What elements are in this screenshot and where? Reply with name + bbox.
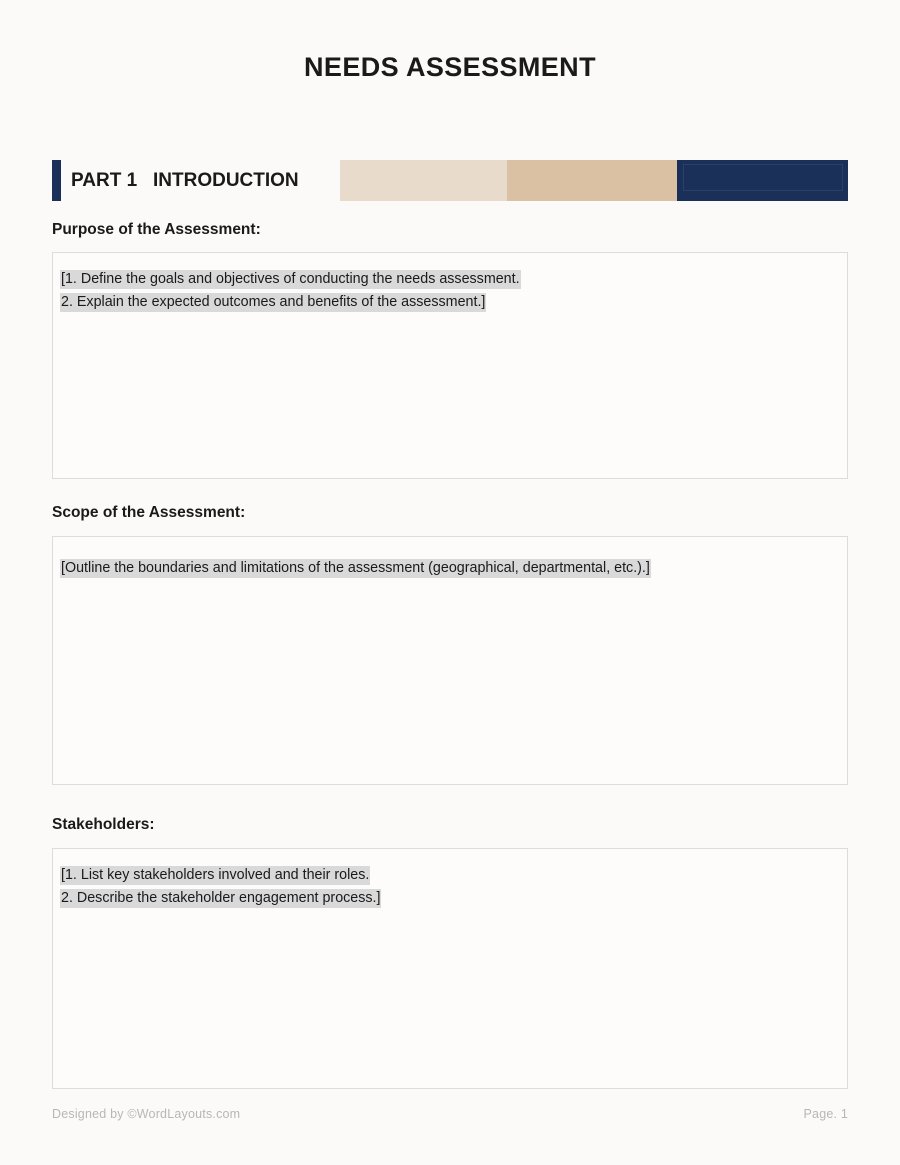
field-placeholder-text-stakeholders <box>53 849 847 910</box>
decorative-band-navy <box>677 160 848 201</box>
section-heading-purpose: Purpose of the Assessment: <box>52 221 261 238</box>
section-heading-stakeholders: Stakeholders: <box>52 816 155 833</box>
field-box-stakeholders[interactable] <box>52 848 848 1089</box>
placeholder-line-text: 2. Explain the expected outcomes and benefits of the assessment.] <box>61 294 486 310</box>
placeholder-line <box>60 887 847 910</box>
placeholder-line-text: 2. Describe the stakeholder engagement process.] <box>61 890 381 906</box>
placeholder-line <box>60 291 847 314</box>
placeholder-line-text: [1. Define the goals and objectives of conducting the needs assessment. <box>61 271 520 287</box>
footer-credit: Designed by ©WordLayouts.com <box>52 1107 241 1121</box>
placeholder-line <box>60 268 847 291</box>
decorative-band-tan <box>507 160 677 201</box>
placeholder-line <box>60 557 847 580</box>
decorative-band-light-beige <box>340 160 507 201</box>
band-inner-outline <box>683 164 843 191</box>
part-header-banner <box>52 160 848 201</box>
field-placeholder-text-scope <box>53 537 847 580</box>
placeholder-line <box>60 864 847 887</box>
field-box-scope[interactable] <box>52 536 848 785</box>
field-placeholder-text-purpose <box>53 253 847 314</box>
placeholder-line-text: [1. List key stakeholders involved and their roles. <box>61 867 370 883</box>
page-footer <box>52 1107 848 1127</box>
footer-page-number: Page. 1 <box>803 1107 848 1121</box>
part-accent-bar <box>52 160 61 201</box>
placeholder-line-text: [Outline the boundaries and limitations of the assessment (geographical, departmental, etc.).] <box>61 560 650 576</box>
part-header-label: PART 1 INTRODUCTION <box>71 170 299 191</box>
page-title: NEEDS ASSESSMENT <box>304 52 596 82</box>
section-heading-scope: Scope of the Assessment: <box>52 504 246 521</box>
field-box-purpose[interactable] <box>52 252 848 479</box>
